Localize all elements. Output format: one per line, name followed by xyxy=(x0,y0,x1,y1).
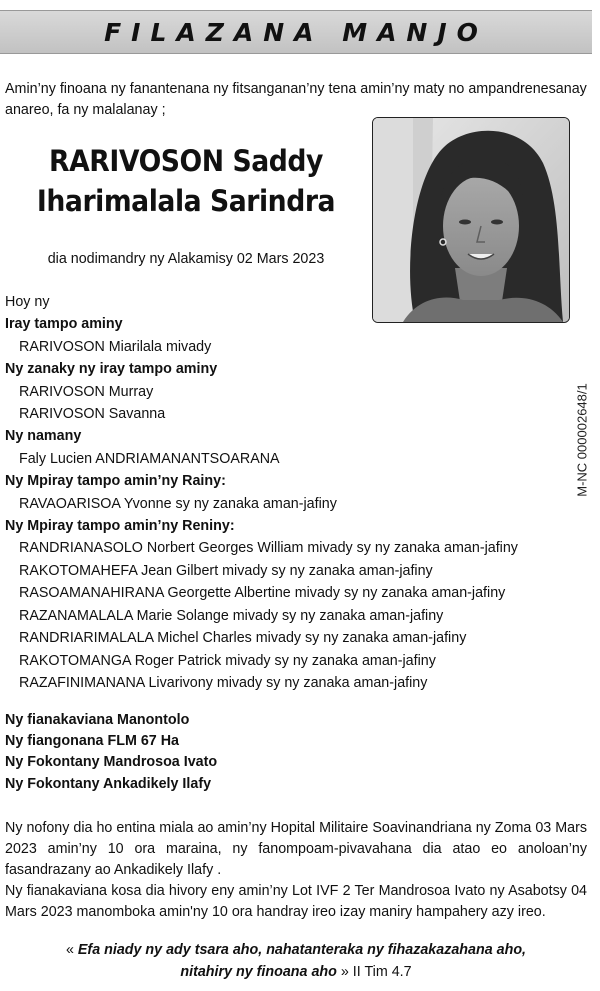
family-member: RARIVOSON Savanna xyxy=(19,406,166,423)
notice-title: FILAZANA MANJO xyxy=(104,17,488,47)
community-item: Ny Fokontany Ankadikely Ilafy xyxy=(5,775,212,792)
family-group-heading: Ny Mpiray tampo amin’ny Reniny: xyxy=(5,518,235,535)
family-member: RARIVOSON Miarilala mivady xyxy=(19,338,212,355)
deceased-name-line1: RARIVOSON Saddy xyxy=(49,144,323,178)
community-item: Ny fiangonana FLM 67 Ha xyxy=(5,733,179,750)
community-list xyxy=(5,710,575,795)
family-group-heading: Ny zanaky ny iray tampo aminy xyxy=(5,361,218,378)
gathering-paragraph: Ny fianakaviana kosa dia hivory eny amin’ny Lot IVF 2 Ter Mandrosoa Ivato ny Asabotsy 04 Mars 2023 manomboka amin'ny 10 ora handray ireo izay maniry hampahery azy ireo. xyxy=(5,883,587,920)
quote-line2 xyxy=(5,961,587,983)
reference-code: M-NC 000002648/1 xyxy=(574,383,590,497)
community-item: Ny fianakaviana Manontolo xyxy=(5,712,190,728)
family-list xyxy=(5,291,575,694)
quote-source: II Tim 4.7 xyxy=(352,964,412,980)
funeral-paragraph: Ny nofony dia ho entina miala ao amin’ny Hopital Militaire Soavinandriana ny Zoma 03 Mars 2023 amin’ny 10 ora maraina, ny fanompoam-pivavahana dia atao eo anoloan’ny fasandrazany ao Ankadikely Ilafy . xyxy=(5,820,587,878)
family-group-heading: Ny namany xyxy=(5,428,82,445)
family-member: RAZAFINIMANANA Livarivony mivady sy ny zanaka aman-jafiny xyxy=(19,674,428,691)
quote-line1 xyxy=(5,939,587,961)
family-member: Faly Lucien ANDRIAMANANTSOARANA xyxy=(19,450,280,467)
death-date: dia nodimandry ny Alakamisy 02 Mars 2023 xyxy=(47,251,325,267)
family-member: RAKOTOMANGA Roger Patrick mivady sy ny zanaka aman-jafiny xyxy=(19,652,436,669)
family-member: RAVAOARISOA Yvonne sy ny zanaka aman-jafiny xyxy=(19,495,337,512)
quote-text-line1: Efa niady ny ady tsara aho, nahatanteraka ny fihazakazahana aho, xyxy=(77,942,527,958)
deceased-name-line2: Iharimalala Sarindra xyxy=(36,184,336,218)
quote-text-line2: nitahiry ny finoana aho xyxy=(180,964,337,980)
notice-header xyxy=(0,10,592,54)
family-member: RANDRIANASOLO Norbert Georges William mivady sy ny zanaka aman-jafiny xyxy=(19,540,518,557)
scripture-quote xyxy=(5,939,587,983)
family-group-heading: Ny Mpiray tampo amin’ny Rainy: xyxy=(5,473,226,490)
deceased-name xyxy=(19,141,352,221)
community-item: Ny Fokontany Mandrosoa Ivato xyxy=(5,754,218,771)
quote-close-mark: » xyxy=(336,964,353,980)
family-member: RANDRIARIMALALA Michel Charles mivady sy ny zanaka aman-jafiny xyxy=(19,630,467,647)
family-group-heading: Iray tampo aminy xyxy=(5,316,123,333)
quote-open-mark: « xyxy=(65,942,78,958)
family-member: RARIVOSON Murray xyxy=(19,383,154,400)
family-member: RASOAMANAHIRANA Georgette Albertine mivady sy ny zanaka aman-jafiny xyxy=(19,585,506,602)
family-member: RAZANAMALALA Marie Solange mivady sy ny zanaka aman-jafiny xyxy=(19,607,444,624)
family-member: RAKOTOMAHEFA Jean Gilbert mivady sy ny zanaka aman-jafiny xyxy=(19,562,433,579)
family-member: Hoy ny xyxy=(5,294,50,310)
intro-text: Amin’ny finoana ny fanantenana ny fitsanganan’ny tena amin’ny maty no ampandrenesanay anareo, fa ny malalanay ; xyxy=(5,81,587,118)
